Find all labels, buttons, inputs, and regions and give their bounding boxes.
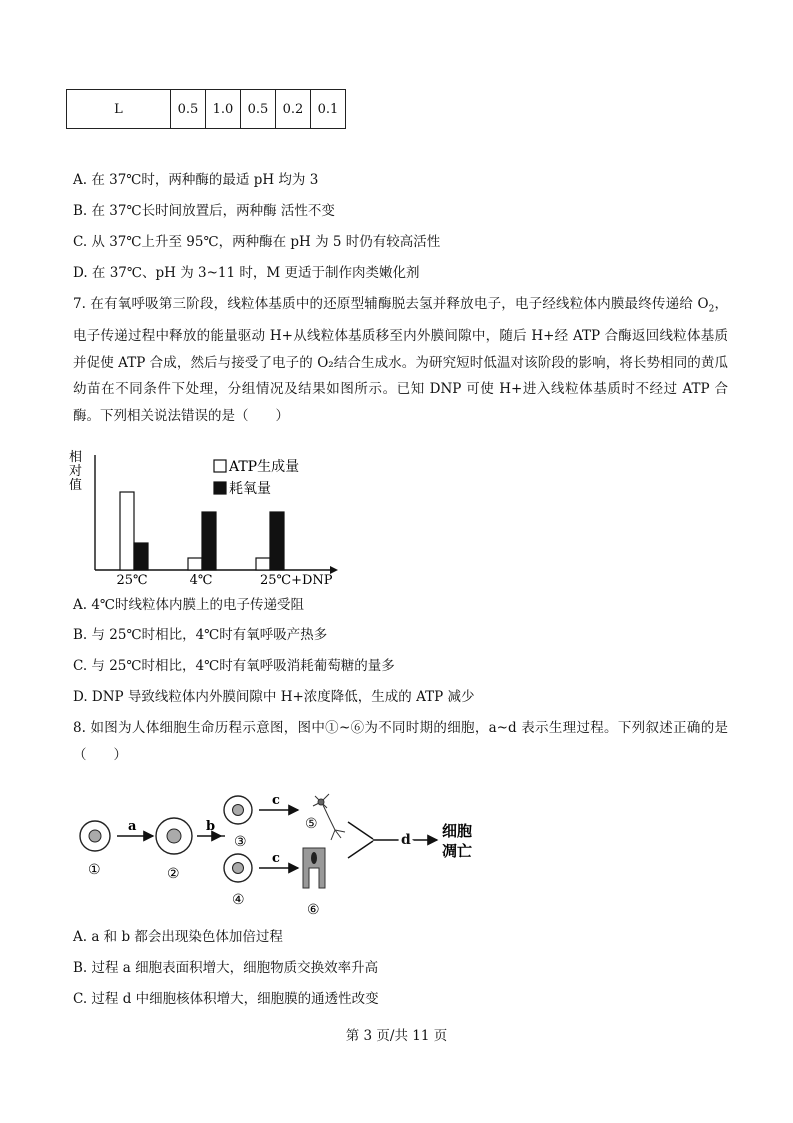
q7-stem bbox=[73, 291, 728, 429]
table-cell: 1.0 bbox=[206, 90, 241, 129]
q6-option-a: A. 在 37℃时，两种酶的最适 pH 均为 3 bbox=[73, 172, 319, 188]
x-tick-label: 25℃+DNP bbox=[260, 573, 333, 587]
legend-swatch bbox=[214, 460, 226, 472]
cell-1 bbox=[80, 821, 110, 878]
chart-ylabel: 相对值 bbox=[69, 450, 83, 493]
arrow-label: c bbox=[272, 793, 280, 808]
enzyme-activity-table bbox=[66, 89, 346, 129]
end-label-cell: 细胞 bbox=[442, 822, 473, 840]
q7-option-d: D. DNP 导致线粒体内外膜间隙中 H+浓度降低，生成的 ATP 减少 bbox=[73, 689, 475, 705]
bar-atp bbox=[256, 558, 270, 570]
cell-4 bbox=[224, 854, 252, 908]
cell-2 bbox=[156, 818, 192, 882]
cell-label: ⑥ bbox=[307, 902, 320, 918]
q8-stem: 8. 如图为人体细胞生命历程示意图，图中①~⑥为不同时期的细胞，a~d 表示生理过程。下列叙述正确的是（ ） bbox=[73, 720, 728, 763]
q7-option-a: A. 4℃时线粒体内膜上的电子传递受阻 bbox=[73, 597, 305, 613]
q8-option-b: B. 过程 a 细胞表面积增大，细胞物质交换效率升高 bbox=[73, 960, 379, 976]
page-footer: 第 3 页/共 11 页 bbox=[345, 1028, 448, 1044]
table-cell: 0.5 bbox=[241, 90, 276, 129]
q7-stem-pre: 7. 在有氧呼吸第三阶段，线粒体基质中的还原型辅酶脱去氢并释放电子，电子经线粒体内膜最终传递给 O bbox=[73, 296, 709, 312]
q7-bar-chart bbox=[68, 447, 348, 587]
arrow-label: d bbox=[401, 832, 411, 848]
q8-option-a: A. a 和 b 都会出现染色体加倍过程 bbox=[73, 929, 283, 945]
table-row-label: L bbox=[67, 90, 171, 129]
cell-6-epithelial bbox=[303, 848, 325, 918]
cell-3 bbox=[224, 796, 252, 850]
cell-label: ① bbox=[88, 862, 101, 878]
legend-label: 耗氧量 bbox=[229, 481, 271, 497]
bar-atp bbox=[188, 558, 202, 570]
cell-lifecycle-diagram bbox=[73, 788, 493, 918]
converge-line-top bbox=[348, 822, 373, 839]
arrow-label: a bbox=[128, 819, 137, 834]
x-tick-label: 25℃ bbox=[116, 573, 148, 587]
end-label-apoptosis: 凋亡 bbox=[442, 842, 473, 860]
q7-option-c: C. 与 25℃时相比，4℃时有氧呼吸消耗葡萄糖的量多 bbox=[73, 658, 395, 674]
q6-option-d: D. 在 37℃、pH 为 3~11 时，M 更适于制作肉类嫩化剂 bbox=[73, 265, 420, 281]
q8-option-c: C. 过程 d 中细胞核体积增大，细胞膜的通透性改变 bbox=[73, 991, 379, 1007]
cell-label: ② bbox=[167, 866, 180, 882]
bar-oxygen bbox=[270, 512, 284, 570]
cell-5-neuron bbox=[305, 794, 345, 840]
bar-oxygen bbox=[134, 543, 148, 570]
table-cell: 0.2 bbox=[276, 90, 311, 129]
q6-option-b: B. 在 37℃长时间放置后，两种酶 活性不变 bbox=[73, 203, 335, 219]
x-tick-label: 4℃ bbox=[189, 573, 213, 587]
table-cell: 0.1 bbox=[311, 90, 346, 129]
converge-line-bottom bbox=[348, 841, 373, 858]
table-row bbox=[67, 90, 346, 129]
arrow-label: c bbox=[272, 851, 280, 866]
chart-legend bbox=[214, 458, 299, 497]
bar-atp bbox=[120, 492, 134, 570]
arrow-label: b bbox=[206, 819, 216, 834]
cell-label: ④ bbox=[232, 892, 245, 908]
q7-stem-sub: 2 bbox=[708, 304, 715, 315]
chart-bars bbox=[120, 492, 284, 570]
legend-label: ATP生成量 bbox=[229, 459, 300, 475]
chart-x-ticks bbox=[116, 573, 332, 587]
bar-oxygen bbox=[202, 512, 216, 570]
q6-option-c: C. 从 37℃上升至 95℃，两种酶在 pH 为 5 时仍有较高活性 bbox=[73, 234, 441, 250]
cell-label: ⑤ bbox=[305, 816, 318, 832]
table-cell: 0.5 bbox=[171, 90, 206, 129]
legend-swatch bbox=[214, 482, 226, 494]
q7-stem-post: ，电子传递过程中释放的能量驱动 H+从线粒体基质移至内外膜间隙中，随后 H+经 ATP 合酶返回线粒体基质并促使 ATP 合成，然后与接受了电子的 O₂结合生成水。为研究短时低温对该阶段的影响，将长势相同的黄瓜幼苗在不同条件下处理，分组情况及结果如图所示。已知 DNP 可使 H+进入线粒体基质时不经过 ATP 合酶。下列相关说法错误的是（ ） bbox=[73, 296, 729, 424]
cell-label: ③ bbox=[234, 834, 247, 850]
q7-option-b: B. 与 25℃时相比，4℃时有氧呼吸产热多 bbox=[73, 627, 328, 643]
